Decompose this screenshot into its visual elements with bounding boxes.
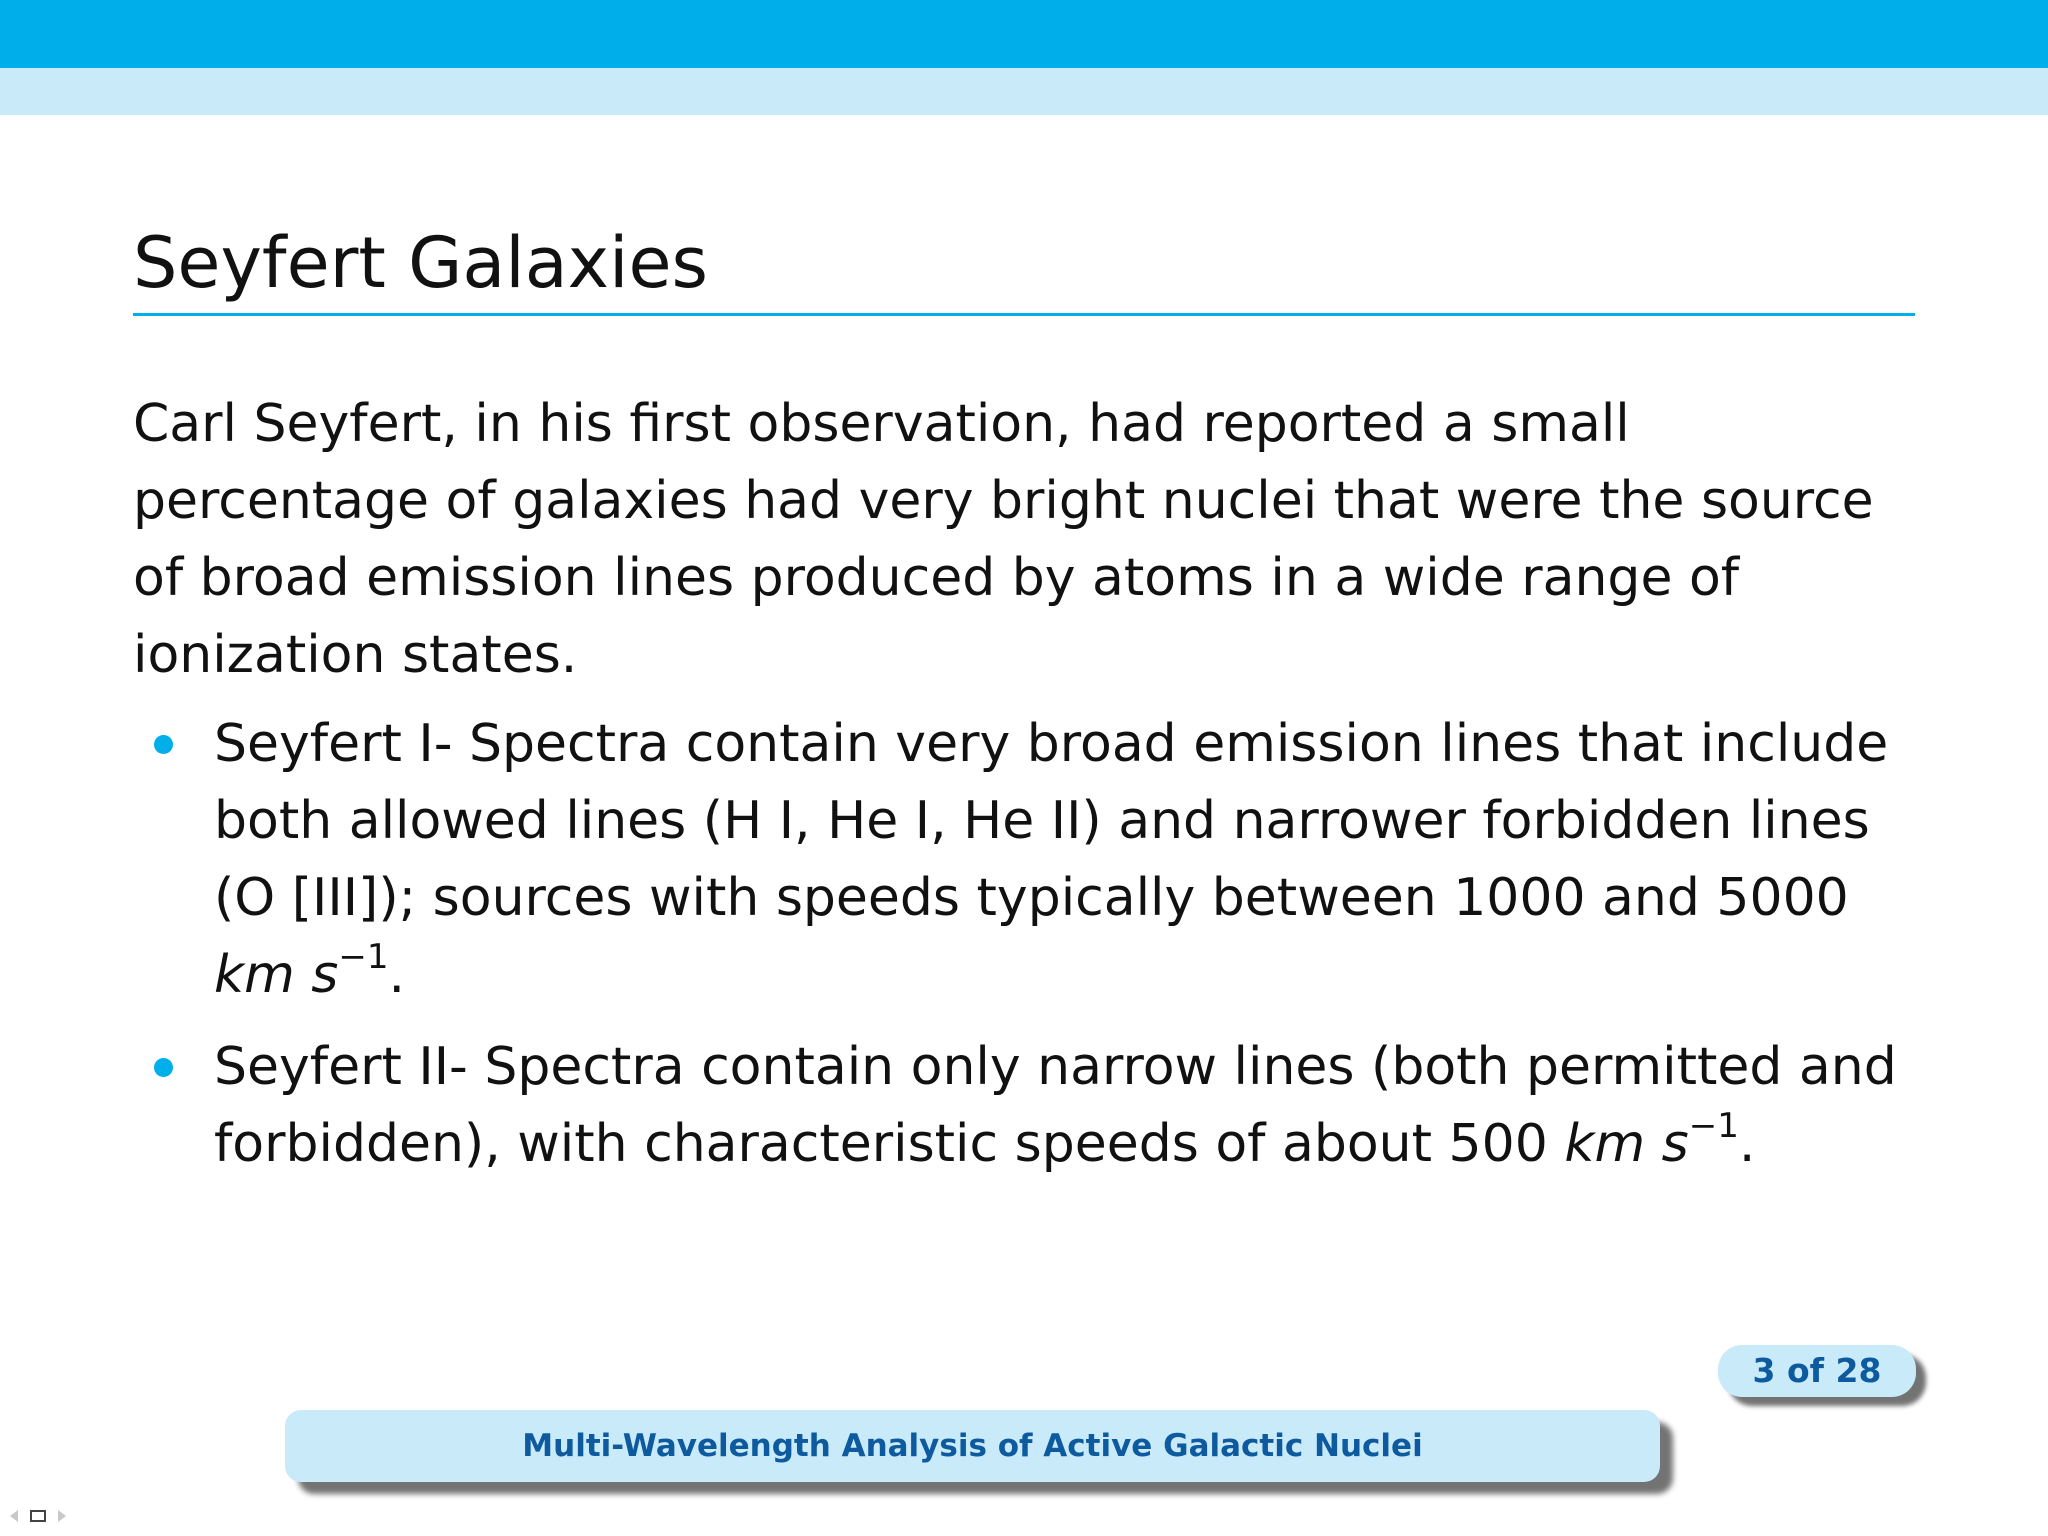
title-underline [133, 313, 1915, 316]
footer-title: Multi-Wavelength Analysis of Active Galactic Nuclei [285, 1410, 1660, 1482]
sentence-end: . [388, 945, 406, 1005]
bullet-icon [154, 1058, 173, 1077]
unit-exponent: −1 [1688, 1106, 1739, 1146]
unit-base: km s [214, 945, 339, 1005]
bullet-item-seyfert-2 [133, 1029, 1933, 1183]
bullet-icon [154, 735, 173, 754]
header-subbar [0, 68, 2048, 115]
unit-exponent: −1 [338, 937, 389, 977]
page-indicator: 3 of 28 [1718, 1345, 1916, 1397]
bullet-list [133, 706, 1933, 1198]
sentence-end: . [1738, 1114, 1756, 1174]
triangle-left-icon[interactable] [10, 1510, 18, 1522]
speed-unit [214, 937, 389, 1005]
navigation-controls [10, 1504, 66, 1528]
triangle-right-icon[interactable] [58, 1510, 66, 1522]
speed-unit [1564, 1106, 1739, 1174]
frame-icon[interactable] [30, 1510, 46, 1522]
bullet-text: Seyfert II- Spectra contain only narrow lines (both permitted and forbidden), with characteristic speeds of about 500 [214, 1037, 1897, 1174]
bullet-text: Seyfert I- Spectra contain very broad emission lines that include both allowed lines (H I, He I, He II) and narrower forbidden lines (O [III]); sources with speeds typically between 1000 and 5000 [214, 714, 1889, 928]
header-bar [0, 0, 2048, 68]
unit-base: km s [1564, 1114, 1689, 1174]
intro-paragraph: Carl Seyfert, in his first observation, had reported a small percentage of galaxies had very bright nuclei that were the source of broad emission lines produced by atoms in a wide range of ionization states. [133, 394, 1874, 685]
bullet-item-seyfert-1 [133, 706, 1933, 1014]
slide-title: Seyfert Galaxies [133, 222, 709, 304]
